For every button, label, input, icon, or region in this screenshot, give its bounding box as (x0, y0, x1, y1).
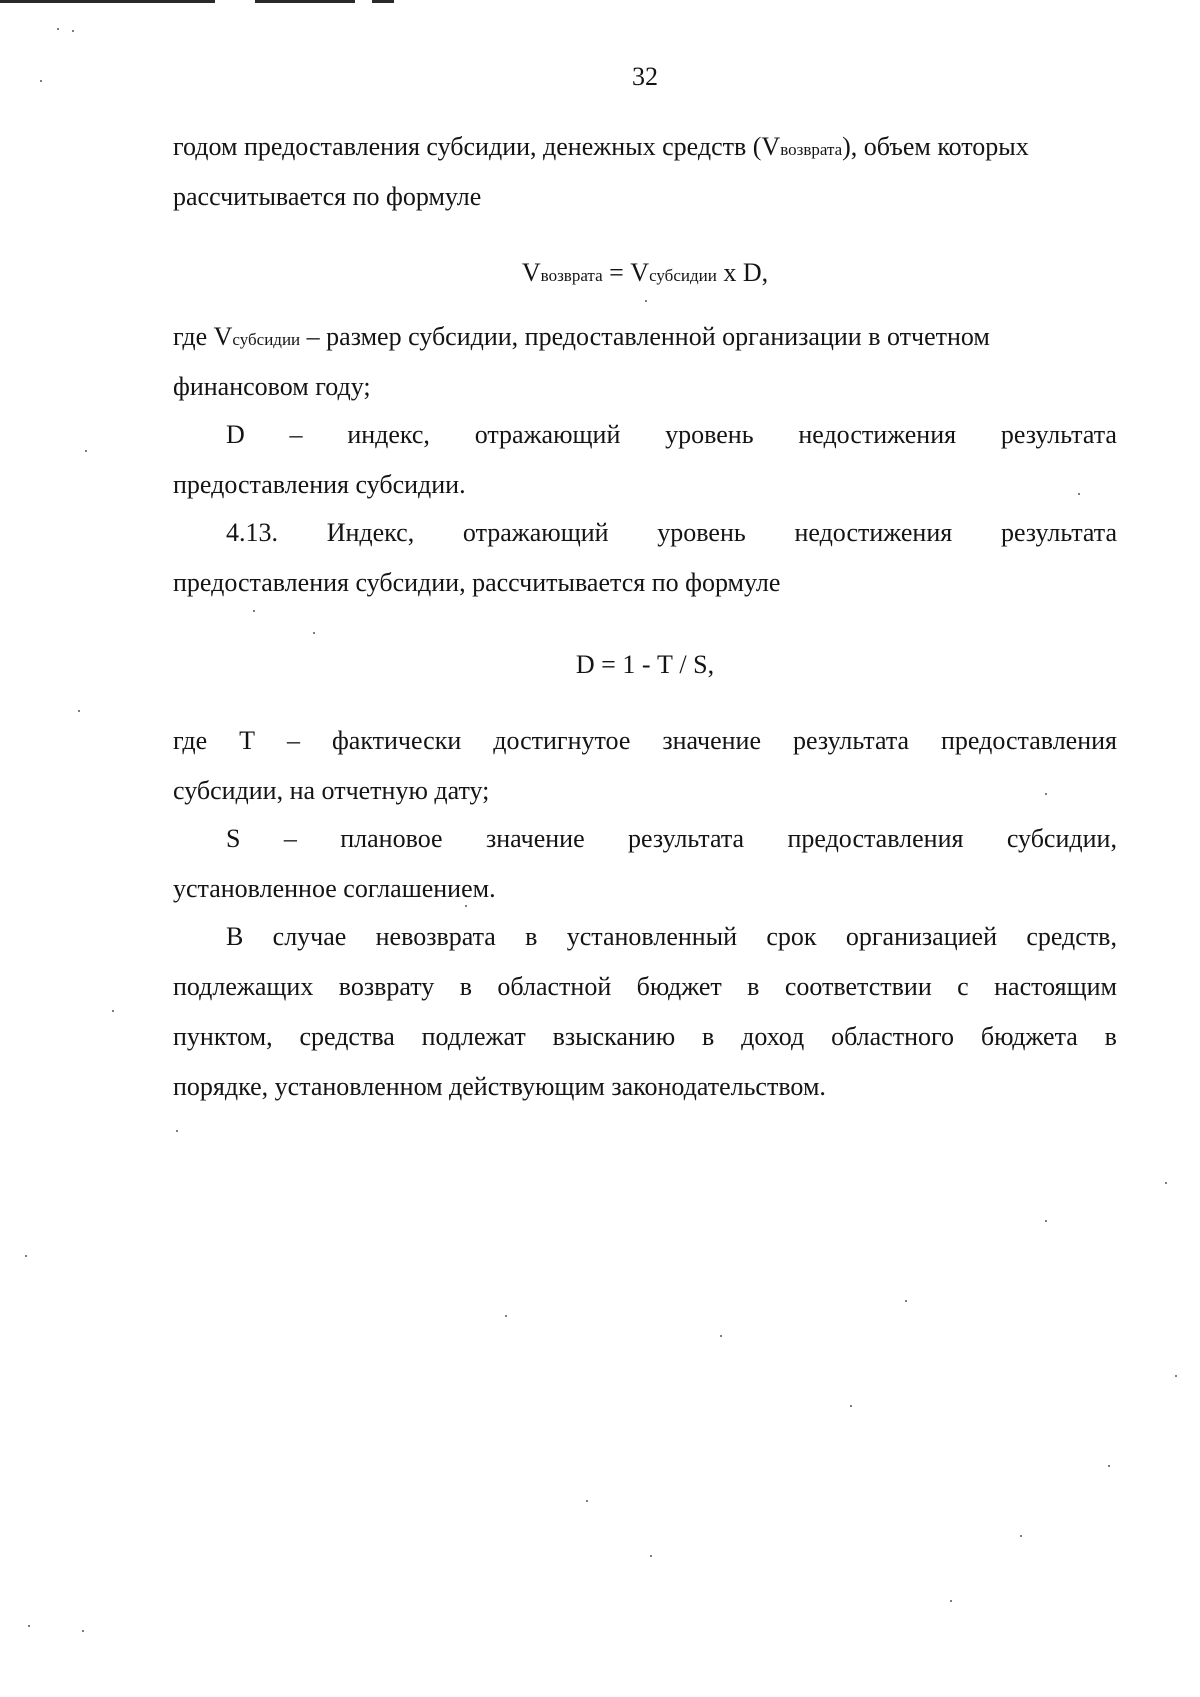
definition-v-subsidy: где Vсубсидии – размер субсидии, предоставленной организации в отчетном финансовом году; (173, 322, 990, 401)
page-number: 32 (632, 62, 658, 91)
intro-line-2: рассчитывается по формуле (173, 182, 482, 211)
clause-4-13: 4.13. Индекс, отражающий уровень недостижения результата предоставления субсидии, рассчитывается по формуле (173, 518, 1117, 597)
definition-s: S – плановое значение результата предоставления субсидии, установленное соглашением. (173, 824, 1117, 903)
non-return-paragraph: В случае невозврата в установленный срок организацией средств, подлежащих возврату в областной бюджет в соответствии с настоящим пунктом, средства подлежат взысканию в доход областного бюджета в порядке, установленном действующим законодательством. (173, 922, 1117, 1101)
formula-v-return: Vвозврата = Vсубсидии х D, (521, 258, 769, 287)
definition-d-index: D – индекс, отражающий уровень недостижения результата предоставления субсидии. (173, 420, 1117, 499)
intro-paragraph (173, 122, 1117, 222)
intro-line-1: годом предоставления субсидии, денежных средств (Vвозврата), объем которых (173, 132, 1029, 161)
definition-t: где Т – фактически достигнутое значение результата предоставления субсидии, на отчетную дату; (173, 726, 1117, 805)
formula-d-index: D = 1 - Т / S, (575, 650, 715, 679)
